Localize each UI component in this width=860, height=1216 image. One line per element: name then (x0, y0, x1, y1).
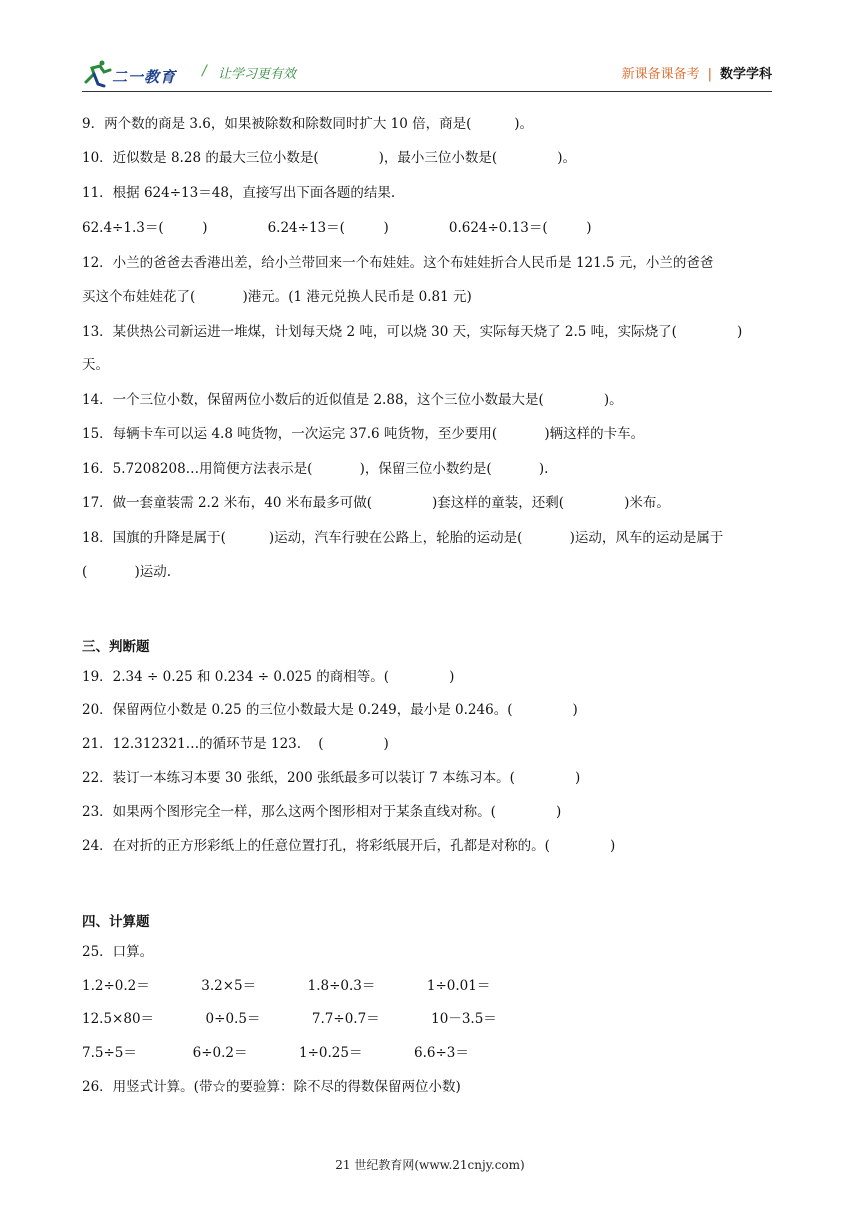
question-13-cont: 天。 (82, 357, 109, 373)
question-21: 21．12.312321…的循环节是 123. ( ) (82, 736, 389, 752)
question-12: 12．小兰的爸爸去香港出差，给小兰带回来一个布娃娃。这个布娃娃折合人民币是 121.5 元，小兰的爸爸 (82, 255, 714, 271)
mental-calc-row-3: 7.5÷5＝ 6÷0.2＝ 1÷0.25＝ 6.6÷3＝ (82, 1045, 469, 1061)
runner-logo-icon (82, 60, 112, 90)
question-14: 14．一个三位小数，保留两位小数后的近似值是 2.88，这个三位小数最大是( )。 (82, 392, 623, 408)
slogan: 让学习更有效 (218, 67, 297, 82)
question-15: 15．每辆卡车可以运 4.8 吨货物，一次运完 37.6 吨货物，至少要用( )辆这样的卡车。 (82, 426, 645, 442)
question-18: 18．国旗的升降是属于( )运动，汽车行驶在公路上，轮胎的运动是( )运动，风车的运动是属于 (82, 530, 724, 546)
header-divider (82, 91, 772, 92)
question-13: 13．某供热公司新运进一堆煤，计划每天烧 2 吨，可以烧 30 天，实际每天烧了 2.5 吨，实际烧了( ) (82, 324, 743, 340)
logo (82, 60, 192, 90)
question-22: 22．装订一本练习本要 30 张纸，200 张纸最多可以装订 7 本练习本。( ) (82, 770, 581, 786)
header-course: 新课备课备考 (621, 67, 700, 82)
question-11: 11．根据 624÷13＝48，直接写出下面各题的结果. (82, 185, 396, 201)
header-separator: | (707, 67, 712, 82)
page-footer: 21 世纪教育网(www.21cnjy.com) (335, 1158, 525, 1172)
logo-text: 二一教育 (112, 68, 177, 86)
question-11-items: 62.4÷1.3＝( ) 6.24÷13＝( ) 0.624÷0.13＝( ) (82, 220, 592, 236)
section-title-calc: 四、计算题 (82, 914, 150, 930)
header-slash: / (202, 63, 207, 79)
question-20: 20．保留两位小数是 0.25 的三位小数最大是 0.249，最小是 0.246。( ) (82, 702, 578, 718)
mental-calc-row-2: 12.5×80＝ 0÷0.5＝ 7.7÷0.7＝ 10－3.5＝ (82, 1011, 497, 1027)
question-10: 10．近似数是 8.28 的最大三位小数是( )，最小三位小数是( )。 (82, 150, 577, 166)
header-subject: 数学学科 (719, 67, 772, 82)
header-right (622, 63, 772, 82)
section-title-judge: 三、判断题 (82, 639, 150, 655)
question-16: 16．5.7208208…用简便方法表示是( )，保留三位小数约是( ). (82, 461, 549, 477)
mental-calc-row-1: 1.2÷0.2＝ 3.2×5＝ 1.8÷0.3＝ 1÷0.01＝ (82, 978, 491, 994)
page-header (82, 58, 772, 92)
question-25: 25．口算。 (82, 944, 154, 960)
question-17: 17．做一套童装需 2.2 米布，40 米布最多可做( )套这样的童装，还剩( )米布。 (82, 495, 670, 511)
question-26: 26．用竖式计算。(带☆的要验算：除不尽的得数保留两位小数) (82, 1079, 461, 1095)
question-19: 19．2.34 ÷ 0.25 和 0.234 ÷ 0.025 的商相等。( ) (82, 669, 455, 685)
question-18-cont: ( )运动. (82, 564, 172, 580)
question-23: 23．如果两个图形完全一样，那么这两个图形相对于某条直线对称。( ) (82, 804, 562, 820)
question-12-cont: 买这个布娃娃花了( )港元。(1 港元兑换人民币是 0.81 元) (82, 289, 472, 305)
question-9: 9．两个数的商是 3.6，如果被除数和除数同时扩大 10 倍，商是( )。 (82, 116, 534, 132)
question-24: 24．在对折的正方形彩纸上的任意位置打孔，将彩纸展开后，孔都是对称的。( ) (82, 838, 616, 854)
